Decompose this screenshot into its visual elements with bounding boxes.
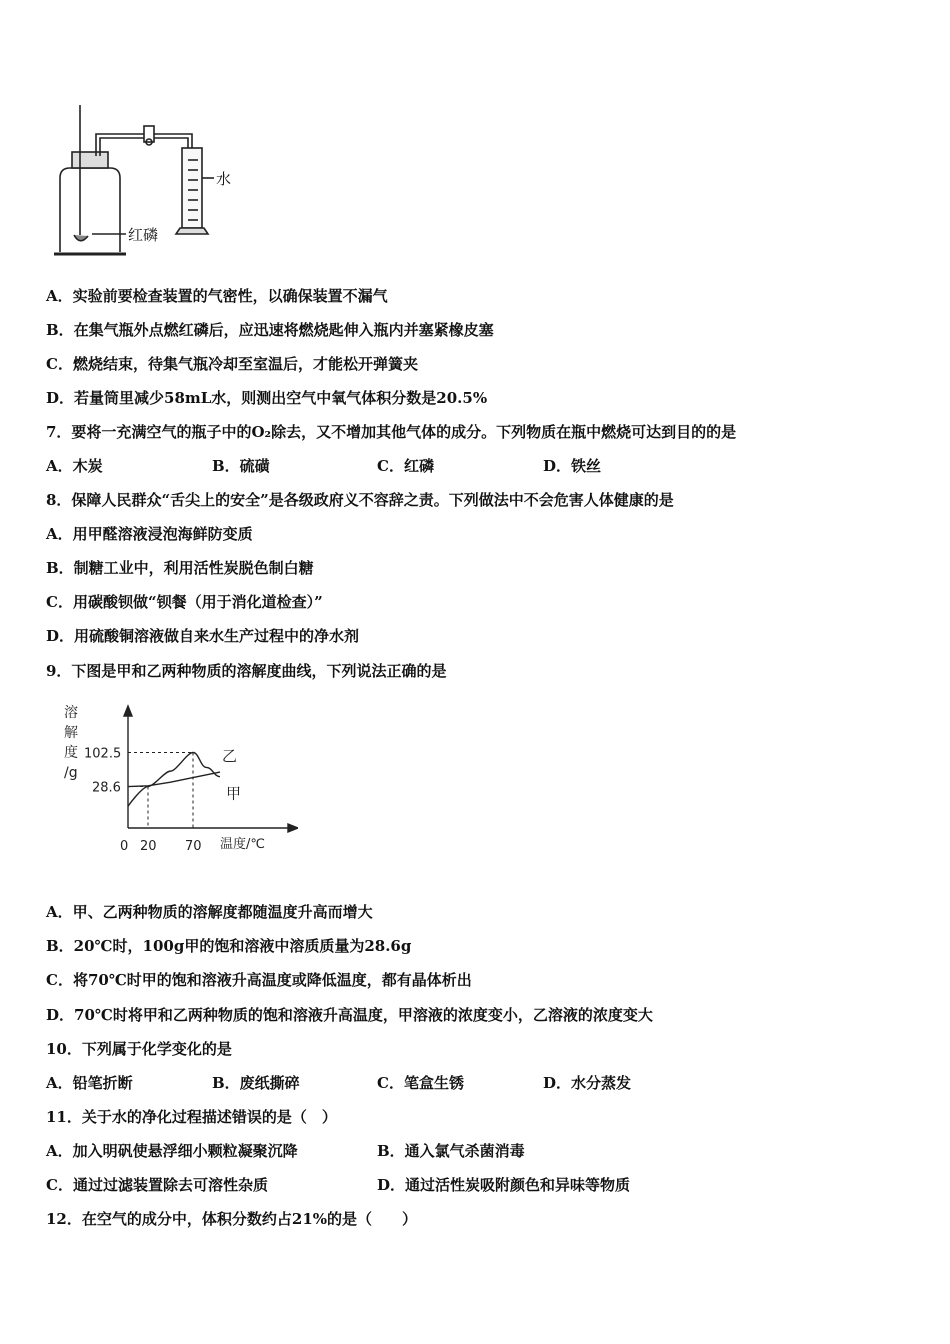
- q10-option-a: A．铅笔折断: [46, 1074, 133, 1092]
- q11-option-b: B．通入氯气杀菌消毒: [377, 1142, 525, 1160]
- ylabel-char-3: 度: [64, 745, 78, 761]
- q10-option-d: D．水分蒸发: [543, 1074, 632, 1092]
- q9-stem: 9．下图是甲和乙两种物质的溶解度曲线，下列说法正确的是: [46, 662, 447, 680]
- y-tick-28-6: 28.6: [92, 780, 121, 796]
- q7-option-a: A．木炭: [46, 457, 103, 475]
- series-label-jia: 甲: [226, 784, 242, 803]
- q8-option-c: C．用碳酸钡做“钡餐（用于消化道检查）”: [46, 593, 323, 611]
- apparatus-figure: [52, 100, 252, 260]
- q6-option-d: D．若量筒里减少58mL水，则测出空气中氧气体积分数是20.5%: [46, 389, 488, 407]
- q7-stem: 7．要将一充满空气的瓶子中的O₂除去，又不增加其他气体的成分。下列物质在瓶中燃烧可达到目的的是: [46, 423, 737, 441]
- q7-option-d: D．铁丝: [543, 457, 602, 475]
- q10-option-b: B．废纸撕碎: [212, 1074, 300, 1092]
- q7-option-b: B．硫磺: [212, 457, 270, 475]
- q11-option-c: C．通过过滤装置除去可溶性杂质: [46, 1176, 268, 1194]
- ylabel-char-1: 溶: [64, 705, 78, 721]
- q11-option-a: A．加入明矾使悬浮细小颗粒凝聚沉降: [46, 1142, 298, 1160]
- q12-stem: 12．在空气的成分中，体积分数约占21%的是（ ）: [46, 1210, 418, 1228]
- y-tick-102-5: 102.5: [84, 746, 122, 762]
- x-tick-0: 0: [120, 839, 129, 854]
- q9-option-d: D．70℃时将甲和乙两种物质的饱和溶液升高温度，甲溶液的浓度变小，乙溶液的浓度变大: [46, 1006, 653, 1024]
- q10-stem: 10．下列属于化学变化的是: [46, 1040, 232, 1058]
- x-tick-70: 70: [185, 839, 202, 854]
- ylabel-char-2: 解: [64, 725, 78, 741]
- ylabel-char-4: /g: [64, 765, 78, 781]
- x-axis-arrow: [288, 824, 298, 832]
- q8-option-a: A．用甲醛溶液浸泡海鲜防变质: [46, 525, 253, 543]
- label-water: 水: [216, 170, 232, 188]
- q9-option-c: C．将70℃时甲的饱和溶液升高温度或降低温度，都有晶体析出: [46, 971, 472, 989]
- x-tick-20: 20: [140, 839, 157, 854]
- q6-option-c: C．燃烧结束，待集气瓶冷却至室温后，才能松开弹簧夹: [46, 355, 418, 373]
- q6-option-a: A．实验前要检查装置的气密性，以确保装置不漏气: [46, 287, 388, 305]
- q11-option-d: D．通过活性炭吸附颜色和异味等物质: [377, 1176, 631, 1194]
- q9-option-b: B．20℃时，100g甲的饱和溶液中溶质质量为28.6g: [46, 937, 412, 955]
- q7-option-c: C．红磷: [377, 457, 434, 475]
- x-axis-label: 温度/℃: [220, 837, 265, 852]
- q8-stem: 8．保障人民群众“舌尖上的安全”是各级政府义不容辞之责。下列做法中不会危害人体健康的是: [46, 491, 674, 509]
- q10-option-c: C．笔盒生锈: [377, 1074, 464, 1092]
- series-label-yi: 乙: [222, 746, 238, 765]
- series-甲: [128, 753, 220, 807]
- label-phosphorus: 红磷: [128, 226, 159, 244]
- q11-stem: 11．关于水的净化过程描述错误的是（ ）: [46, 1108, 337, 1126]
- y-axis-arrow: [124, 706, 132, 716]
- solubility-chart: [58, 695, 298, 865]
- q9-option-a: A．甲、乙两种物质的溶解度都随温度升高而增大: [46, 903, 373, 921]
- series-乙: [128, 772, 220, 786]
- q6-option-b: B．在集气瓶外点燃红磷后，应迅速将燃烧匙伸入瓶内并塞紧橡皮塞: [46, 321, 494, 339]
- q8-option-b: B．制糖工业中，利用活性炭脱色制白糖: [46, 559, 314, 577]
- q8-option-d: D．用硫酸铜溶液做自来水生产过程中的净水剂: [46, 627, 360, 645]
